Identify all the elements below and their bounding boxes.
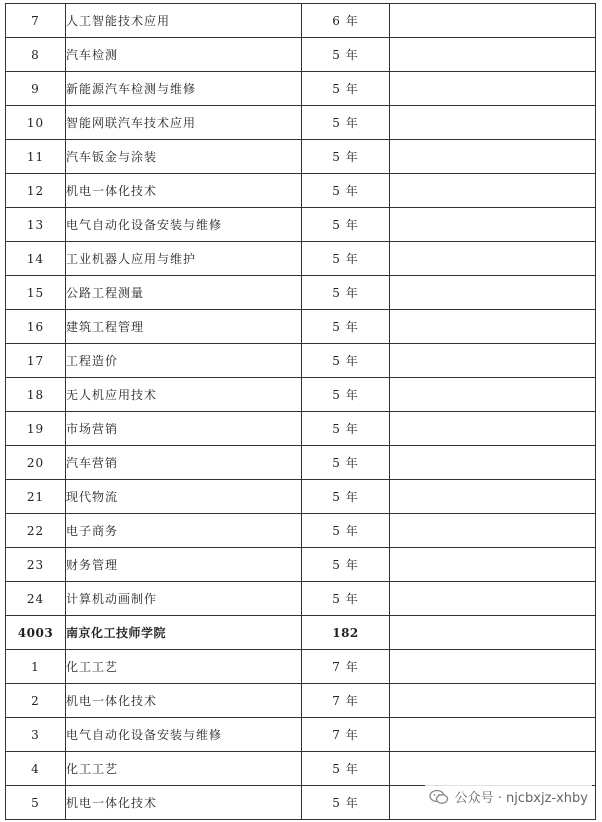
cell-major-name: 汽车钣金与涂装	[66, 140, 302, 174]
cell-row-number: 1	[6, 650, 66, 684]
table-row	[6, 684, 596, 718]
table-row	[6, 548, 596, 582]
school-row	[6, 616, 596, 650]
cell-major-name: 人工智能技术应用	[66, 4, 302, 38]
table-row	[6, 378, 596, 412]
cell-major-name: 工业机器人应用与维护	[66, 242, 302, 276]
table-row	[6, 38, 596, 72]
cell-note	[390, 412, 596, 446]
cell-duration: 5 年	[302, 480, 390, 514]
table-row	[6, 514, 596, 548]
cell-duration: 5 年	[302, 582, 390, 616]
cell-note	[390, 208, 596, 242]
cell-note	[390, 616, 596, 650]
cell-note	[390, 752, 596, 786]
cell-row-number: 7	[6, 4, 66, 38]
table-body	[6, 4, 596, 820]
table-row	[6, 106, 596, 140]
cell-note	[390, 582, 596, 616]
table-row	[6, 72, 596, 106]
watermark	[425, 785, 592, 808]
cell-duration: 5 年	[302, 310, 390, 344]
cell-duration: 5 年	[302, 446, 390, 480]
cell-duration: 5 年	[302, 276, 390, 310]
cell-row-number: 23	[6, 548, 66, 582]
table-row	[6, 446, 596, 480]
table-row	[6, 208, 596, 242]
cell-row-number: 8	[6, 38, 66, 72]
cell-duration: 7 年	[302, 718, 390, 752]
cell-major-name: 机电一体化技术	[66, 786, 302, 820]
cell-duration: 5 年	[302, 752, 390, 786]
cell-major-name: 化工工艺	[66, 650, 302, 684]
table-row	[6, 582, 596, 616]
cell-duration: 5 年	[302, 514, 390, 548]
table-row	[6, 4, 596, 38]
cell-duration: 5 年	[302, 38, 390, 72]
cell-major-name: 电子商务	[66, 514, 302, 548]
cell-duration: 5 年	[302, 412, 390, 446]
cell-major-name: 电气自动化设备安装与维修	[66, 718, 302, 752]
cell-major-name: 机电一体化技术	[66, 174, 302, 208]
cell-duration: 5 年	[302, 106, 390, 140]
cell-duration: 7 年	[302, 650, 390, 684]
cell-row-number: 9	[6, 72, 66, 106]
cell-row-number: 3	[6, 718, 66, 752]
cell-major-name: 化工工艺	[66, 752, 302, 786]
cell-row-number: 4	[6, 752, 66, 786]
cell-note	[390, 480, 596, 514]
cell-note	[390, 514, 596, 548]
table-row	[6, 140, 596, 174]
cell-row-number: 4003	[6, 616, 66, 650]
cell-note	[390, 72, 596, 106]
cell-duration: 5 年	[302, 786, 390, 820]
cell-duration: 5 年	[302, 174, 390, 208]
cell-row-number: 10	[6, 106, 66, 140]
cell-major-name: 汽车检测	[66, 38, 302, 72]
cell-major-name: 工程造价	[66, 344, 302, 378]
cell-major-name: 公路工程测量	[66, 276, 302, 310]
cell-note	[390, 684, 596, 718]
table-row	[6, 310, 596, 344]
cell-note	[390, 174, 596, 208]
table-row	[6, 276, 596, 310]
cell-duration: 6 年	[302, 4, 390, 38]
cell-major-name: 南京化工技师学院	[66, 616, 302, 650]
cell-duration: 5 年	[302, 140, 390, 174]
cell-note	[390, 344, 596, 378]
table-row	[6, 480, 596, 514]
enrollment-table	[5, 3, 596, 820]
cell-duration: 182	[302, 616, 390, 650]
cell-row-number: 2	[6, 684, 66, 718]
cell-note	[390, 38, 596, 72]
cell-major-name: 机电一体化技术	[66, 684, 302, 718]
cell-major-name: 电气自动化设备安装与维修	[66, 208, 302, 242]
watermark-text: 公众号 · njcbxjz-xhby	[454, 791, 588, 806]
cell-note	[390, 310, 596, 344]
cell-major-name: 财务管理	[66, 548, 302, 582]
cell-duration: 5 年	[302, 378, 390, 412]
cell-row-number: 24	[6, 582, 66, 616]
cell-row-number: 19	[6, 412, 66, 446]
cell-major-name: 汽车营销	[66, 446, 302, 480]
table-row	[6, 752, 596, 786]
cell-note	[390, 4, 596, 38]
cell-major-name: 现代物流	[66, 480, 302, 514]
cell-row-number: 17	[6, 344, 66, 378]
cell-major-name: 市场营销	[66, 412, 302, 446]
table-row	[6, 174, 596, 208]
cell-row-number: 11	[6, 140, 66, 174]
cell-row-number: 18	[6, 378, 66, 412]
cell-row-number: 16	[6, 310, 66, 344]
cell-note	[390, 718, 596, 752]
cell-note	[390, 276, 596, 310]
cell-row-number: 13	[6, 208, 66, 242]
table-row	[6, 718, 596, 752]
cell-row-number: 21	[6, 480, 66, 514]
cell-major-name: 智能网联汽车技术应用	[66, 106, 302, 140]
cell-major-name: 新能源汽车检测与维修	[66, 72, 302, 106]
cell-row-number: 20	[6, 446, 66, 480]
cell-row-number: 12	[6, 174, 66, 208]
table-row	[6, 650, 596, 684]
cell-major-name: 建筑工程管理	[66, 310, 302, 344]
cell-note	[390, 446, 596, 480]
cell-note	[390, 106, 596, 140]
cell-row-number: 14	[6, 242, 66, 276]
cell-row-number: 15	[6, 276, 66, 310]
cell-duration: 5 年	[302, 72, 390, 106]
table-row	[6, 344, 596, 378]
cell-row-number: 22	[6, 514, 66, 548]
cell-note	[390, 548, 596, 582]
cell-duration: 5 年	[302, 242, 390, 276]
cell-duration: 5 年	[302, 548, 390, 582]
cell-note	[390, 140, 596, 174]
wechat-icon	[429, 789, 449, 805]
cell-row-number: 5	[6, 786, 66, 820]
cell-major-name: 计算机动画制作	[66, 582, 302, 616]
cell-duration: 7 年	[302, 684, 390, 718]
table-row	[6, 242, 596, 276]
cell-duration: 5 年	[302, 208, 390, 242]
cell-note	[390, 650, 596, 684]
cell-major-name: 无人机应用技术	[66, 378, 302, 412]
cell-duration: 5 年	[302, 344, 390, 378]
cell-note	[390, 242, 596, 276]
table-row	[6, 412, 596, 446]
cell-note	[390, 378, 596, 412]
